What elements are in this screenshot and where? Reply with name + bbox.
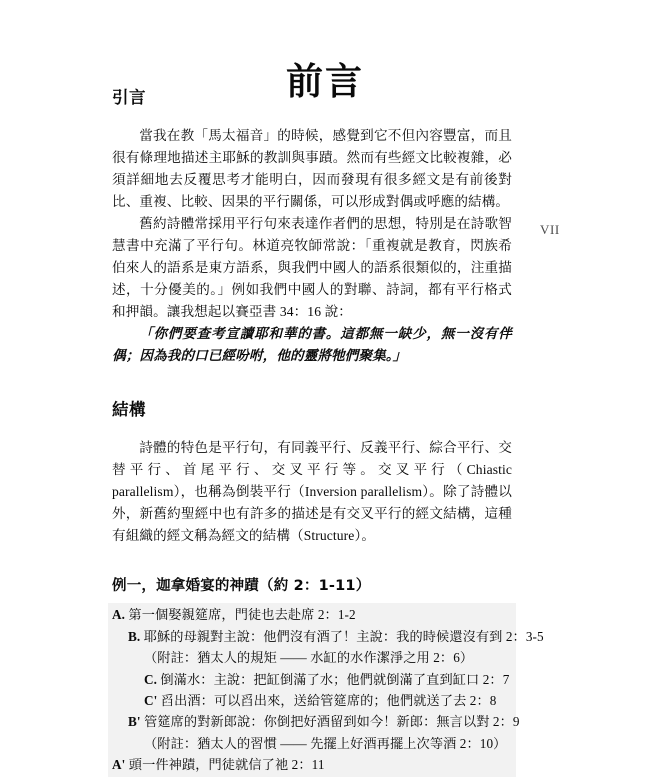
outline-row xyxy=(112,733,516,754)
outline-row xyxy=(112,626,544,647)
outline-row-text: 耶穌的母親對主說：他們沒有酒了！主說：我的時候還沒有到 2：3-5 xyxy=(143,628,544,644)
outline-row-text: 頭一件神蹟，門徒就信了祂 2：11 xyxy=(128,757,325,773)
content-column xyxy=(112,0,544,777)
outline-row-text: （附註：猶太人的習慣 —— 先擺上好酒再擺上次等酒 2：10） xyxy=(144,735,507,751)
structure-paragraphs xyxy=(112,437,512,547)
outline-row-label: C. xyxy=(144,671,161,687)
outline-row xyxy=(112,690,516,711)
outline-row-label: A. xyxy=(112,607,129,623)
outline-row xyxy=(112,711,520,732)
outline-row-label: C' xyxy=(144,692,161,708)
chiastic-outline xyxy=(108,603,544,777)
page-title: 前言 xyxy=(286,62,364,103)
intro-paragraphs xyxy=(112,125,512,367)
outline-row-text: 倒滿水：主說：把缸倒滿了水；他們就倒滿了直到缸口 2：7 xyxy=(160,671,510,687)
outline-row-text: （附註：猶太人的規矩 —— 水缸的水作潔淨之用 2：6） xyxy=(144,650,474,666)
outline-row xyxy=(112,647,516,668)
outline-row-text: 管筵席的對新郎說：你倒把好酒留到如今！新郎：無言以對 2：9 xyxy=(144,714,520,730)
outline-row xyxy=(112,604,516,625)
outline-row-label: A' xyxy=(112,757,129,773)
outline-row-label: B' xyxy=(128,714,145,730)
outline-row xyxy=(112,669,516,690)
scripture-quote: 「你們要查考宣讀耶和華的書。這都無一缺少，無一沒有伴偶；因為我的口已經吩咐，他的靈將牠們聚集。」 xyxy=(112,325,512,364)
paragraph: 當我在教「馬太福音」的時候，感覺到它不但內容豐富，而且很有條理地描述主耶穌的教訓與事蹟。然而有些經文比較複雜，必須詳細地去反覆思考才能明白，因而發現有很多經文是有前後對比、重複、比較、因果的平行關係，可以形成對偶或呼應的結構。 xyxy=(112,127,512,209)
section-heading-structure: 結構 xyxy=(112,399,146,419)
section-heading-intro: 引言 xyxy=(112,88,146,107)
example-heading: 例一，迦拿婚宴的神蹟（約 2：1-11） xyxy=(112,577,371,594)
paragraph: 舊約詩體常採用平行句來表達作者們的思想，特別是在詩歌智慧書中充滿了平行句。林道亮牧師常說：「重複就是教育，閃族希伯來人的語系是東方語系，與我們中國人的語系很類似的，注重描述，十分優美的。」例如我們中國人的對聯、詩詞，都有平行格式和押韻。讓我想起以賽亞書 34：16 說： xyxy=(112,215,512,319)
paragraph: 詩體的特色是平行句，有同義平行、反義平行、綜合平行、交替平行、首尾平行、交叉平行等。交叉平行（Chiastic parallelism），也稱為倒裝平行（Inversion parallelism）。除了詩體以外，新舊約聖經中也有許多的描述是有交叉平行的經文結構，這種有組織的經文稱為經文的結構（Structure）。 xyxy=(112,439,512,543)
outline-row-text: 舀出酒：可以舀出來，送給管筵席的；他們就送了去 2：8 xyxy=(160,692,497,708)
outline-row-label: B. xyxy=(128,628,144,644)
outline-row-text: 第一個娶親筵席，門徒也去赴席 2：1-2 xyxy=(128,607,356,623)
outline-row xyxy=(112,754,516,775)
page-number: VII xyxy=(540,222,560,237)
example-block xyxy=(112,577,544,777)
